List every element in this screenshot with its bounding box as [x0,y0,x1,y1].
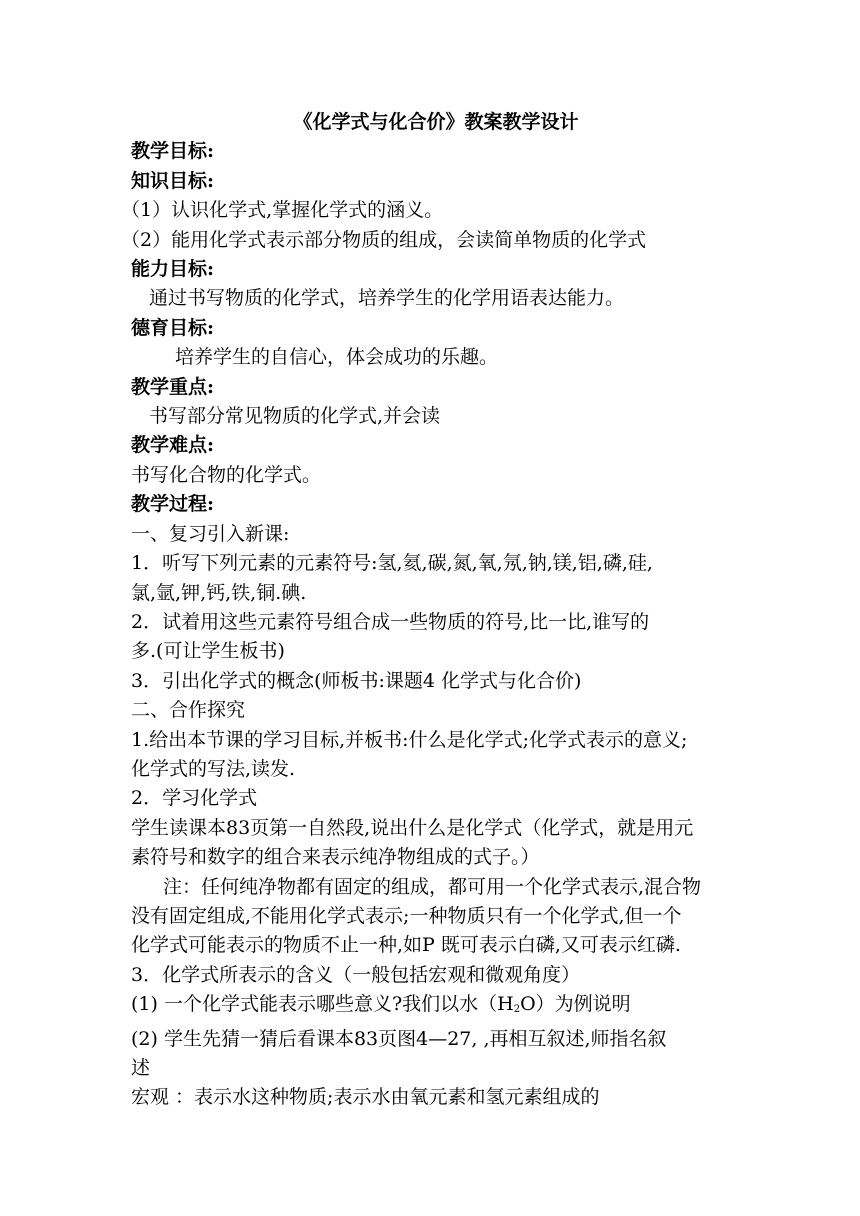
section-1-item-2-line-2: 多.(可让学生板书) [131,640,285,663]
question-1-text-b: O）为例说明 [520,993,631,1016]
section-1-title: 一、复习引入新课: [131,522,290,545]
difficulty-heading: 教学难点: [131,434,215,457]
key-point-text: 书写部分常见物质的化学式,并会读 [149,405,441,428]
teaching-goals-heading: 教学目标: [131,140,215,163]
section-2-item-3-question-1 [131,990,741,1024]
section-1-item-3: 3．引出化学式的概念(师板书:课题4 化学式与化合价) [131,669,582,692]
ability-goals-text: 通过书写物质的化学式，培养学生的化学用语表达能力。 [149,287,625,310]
key-point-heading: 教学重点: [131,375,215,398]
note-line-1: 注：任何纯净物都有固定的组成，都可用一个化学式表示,混合物 [163,875,702,898]
section-2-title: 二、合作探究 [131,699,246,722]
moral-goals-text: 培养学生的自信心，体会成功的乐趣。 [175,346,499,369]
moral-goals-heading: 德育目标: [131,316,215,339]
section-2-item-2: 2．学习化学式 [131,787,258,810]
note-line-2: 没有固定组成,不能用化学式表示;一种物质只有一个化学式,但一个 [131,904,682,927]
question-1-text-a: (1) 一个化学式能表示哪些意义?我们以水（H [131,993,514,1016]
section-2-item-2-para-line-1: 学生读课本83页第一自然段,说出什么是化学式（化学式，就是用元 [131,816,694,839]
knowledge-goal-1: （1）认识化学式,掌握化学式的涵义。 [121,199,444,222]
section-2-item-3: 3．化学式所表示的含义（一般包括宏观和微观角度） [131,963,581,986]
section-2-item-1-line-2: 化学式的写法,读发. [131,757,296,780]
knowledge-goal-2: （2）能用化学式表示部分物质的组成，会读简单物质的化学式 [121,228,647,251]
section-1-item-1-line-2: 氯,氩,钾,钙,铁,铜.碘. [131,581,307,604]
ability-goals-heading: 能力目标: [131,258,215,281]
section-2-item-3-question-2-line-2: 述 [131,1057,151,1079]
difficulty-text: 书写化合物的化学式。 [131,463,322,486]
section-1-item-2-line-1: 2．试着用这些元素符号组合成一些物质的符号,比一比,谁写的 [131,610,650,633]
water-subscript: 2 [513,1004,521,1016]
knowledge-goals-heading: 知识目标: [131,169,215,192]
section-2-item-1-line-1: 1.给出本节课的学习目标,并板书:什么是化学式;化学式表示的意义; [131,728,688,751]
note-line-3: 化学式可能表示的物质不止一种,如P 既可表示白磷,又可表示红磷. [131,934,681,957]
process-heading: 教学过程: [131,493,215,516]
section-2-item-3-question-2-line-1: (2) 学生先猜一猜后看课本83页图4—27, ,再相互叙述,师指名叙 [131,1027,667,1050]
document-title: 《化学式与化合价》教案教学设计 [293,111,579,133]
section-2-item-2-para-line-2: 素符号和数字的组合来表示纯净物组成的式子。） [131,846,540,869]
document-page [121,108,741,1113]
section-1-item-1-line-1: 1．听写下列元素的元素符号:氢,氦,碳,氮,氧,氖,钠,镁,铝,磷,硅, [131,552,653,575]
macro-meaning-line: 宏观 ：表示水这种物质;表示水由氧元素和氢元素组成的 [131,1086,600,1109]
